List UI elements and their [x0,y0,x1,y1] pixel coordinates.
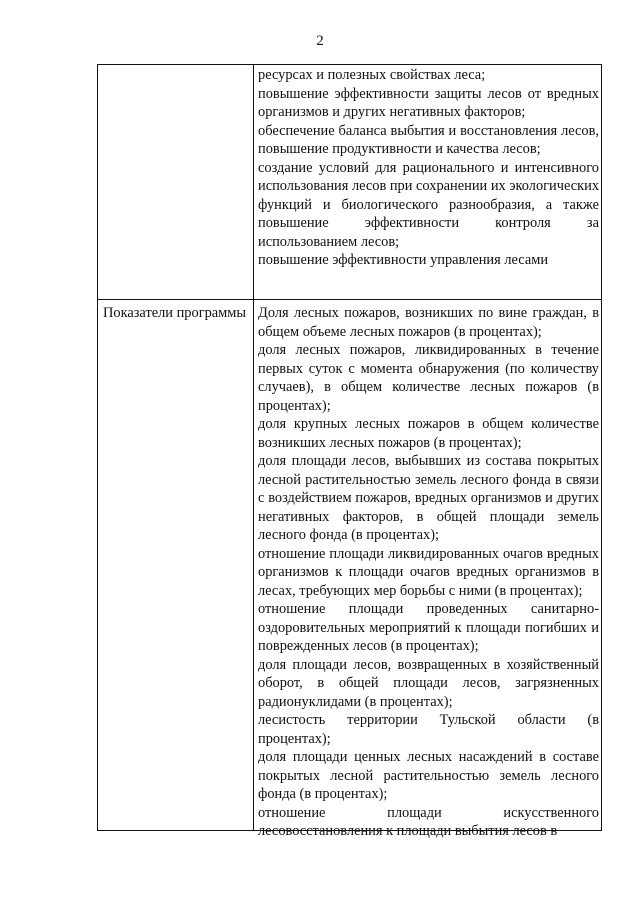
page-number: 2 [316,33,324,49]
indicators-cell [258,304,599,841]
table-left-border [97,64,98,831]
indicator-item: доля площади ценных лесных насаждений в составе покрытых лесной растительностью земель лесного фонда (в процентах); [258,749,599,802]
objective-item: повышение эффективности защиты лесов от вредных организмов и других негативных факторов; [258,85,599,120]
indicator-item: доля площади лесов, возвращенных в хозяйственный оборот, в общей площади лесов, загрязненных радионуклидами (в процентах); [258,656,599,710]
indicator-item: лесистость территории Тульской области (в процентах); [258,712,599,747]
indicators-label: Показатели программы [103,305,247,321]
program-passport-table [97,64,602,839]
table-right-border [601,64,602,831]
indicator-item: Доля лесных пожаров, возникших по вине граждан, в общем объеме лесных пожаров (в процентах); [258,305,599,340]
indicator-item: доля крупных лесных пожаров в общем количестве возникших лесных пожаров (в процентах); [258,416,599,451]
objective-item: обеспечение баланса выбытия и восстановления лесов, повышение продуктивности и качества лесов; [258,122,599,157]
objective-item: повышение эффективности управления лесами [258,252,549,268]
indicator-item: доля лесных пожаров, ликвидированных в течение первых суток с момента обнаружения (по количеству случаев), в общем количестве лесных пожаров (в процентах); [258,342,599,414]
objective-item: создание условий для рационального и интенсивного использования лесов при сохранении их экологических функций и биологического разнообразия, а также повышение эффективности контроля за использованием лесов; [258,159,600,250]
indicator-item: отношение площади искусственного лесовосстановления к площади выбытия лесов в [258,804,599,839]
objectives-cell [258,66,599,270]
table-row-divider [97,299,602,300]
table-column-divider [253,64,254,831]
indicator-item: отношение площади проведенных санитарно-оздоровительных мероприятий к площади погибших и поврежденных лесов (в процентах); [258,601,599,654]
objective-item: ресурсах и полезных свойствах леса; [258,67,486,83]
indicator-item: доля площади лесов, выбывших из состава покрытых лесной растительностью земель лесного фонда в связи с воздействием пожаров, вредных организмов и других негативных факторов, в общей площади земель лесного фонда (в процентах); [258,453,599,543]
table-top-border [97,64,602,65]
indicator-item: отношение площади ликвидированных очагов вредных организмов к площади очагов вредных организмов в лесах, требующих мер борьбы с ними (в процентах); [258,545,599,599]
